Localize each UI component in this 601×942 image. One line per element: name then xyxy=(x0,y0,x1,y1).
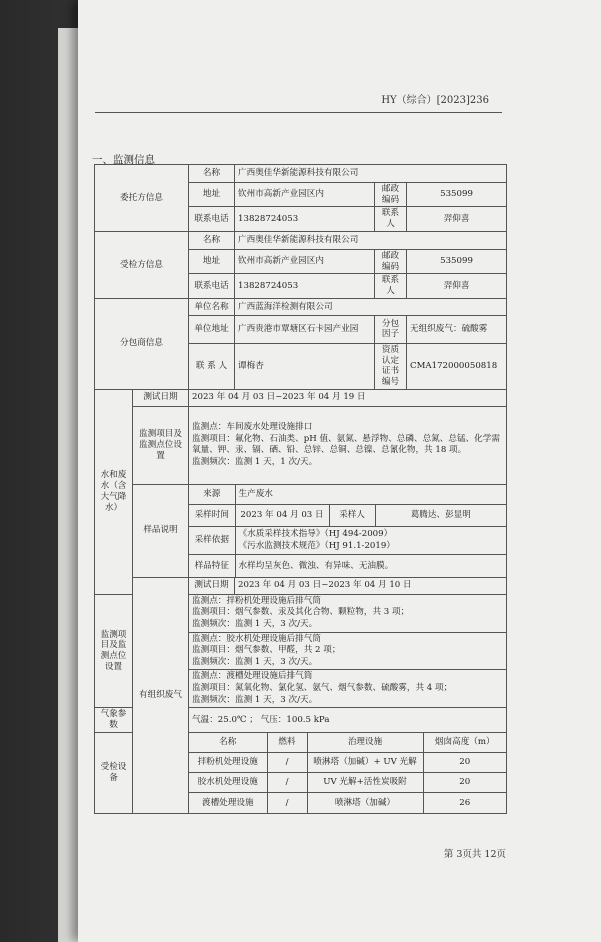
water-basis-label: 采样依据 xyxy=(189,527,235,555)
gas-group-2 xyxy=(189,632,506,670)
gas-items-cell xyxy=(189,594,507,707)
equip-height: 20 xyxy=(423,773,506,793)
inspected-contact: 羿仰喜 xyxy=(407,274,507,298)
water-point: 监测点：车间废水处理设施排口 xyxy=(192,422,313,433)
gas-group-3 xyxy=(189,670,506,707)
water-items: 监测项目：氟化物、石油类、pH 值、氨氮、悬浮物、总磷、总氮、总锰、化学需氧量、钾、汞、镉、硒、铅、总锌、总铜、总镍、总氰化物，共 18 项。 xyxy=(192,433,500,456)
water-sampler: 葛腾达、彭显明 xyxy=(375,505,506,527)
gas-items-2: 监测项目：烟气参数、甲醛，共 2 项； xyxy=(192,645,341,656)
inspected-name: 广西奥佳华新能源科技有限公司 xyxy=(235,231,507,249)
sub-cert-label: 资质认定证书编号 xyxy=(375,343,407,389)
client-address: 钦州市高新产业园区内 xyxy=(235,183,375,207)
equip-name: 胶水机处理设施 xyxy=(189,773,267,793)
water-items-cell xyxy=(189,406,507,484)
equip-treatment: UV 光解+活性炭吸附 xyxy=(307,773,423,793)
monitoring-info-table xyxy=(94,164,507,814)
equip-fuel: / xyxy=(267,773,307,793)
equip-fuel: / xyxy=(267,793,307,813)
section-title: 一、监测信息 xyxy=(92,154,155,166)
water-basis-cell xyxy=(235,527,506,555)
equip-header-name: 名称 xyxy=(189,733,267,753)
client-postcode-label: 邮政编码 xyxy=(375,183,407,207)
gas-items-3: 监测项目：氮氧化物、氯化氢、氨气、烟气参数、硫酸雾，共 4 项； xyxy=(192,682,453,693)
sub-factor: 无组织废气：硫酸雾 xyxy=(407,315,507,343)
sub-unit-addr: 广西贵港市覃塘区石卡园产业园 xyxy=(235,315,375,343)
gas-freq-2: 监测频次：监测 1 天，3 次/天。 xyxy=(192,656,318,667)
inspected-contact-label: 联系人 xyxy=(375,274,407,298)
sub-unit-name-label: 单位名称 xyxy=(189,298,235,315)
client-contact-label: 联系人 xyxy=(375,207,407,231)
sub-contact: 谭梅杏 xyxy=(235,343,375,389)
gas-items-table xyxy=(189,595,506,707)
water-date: 2023 年 04 月 03 日~2023 年 04 月 19 日 xyxy=(189,389,507,406)
gas-point-2: 监测点：胶水机处理设施后排气筒 xyxy=(192,633,321,644)
water-date-label: 测试日期 xyxy=(133,389,189,406)
water-source: 生产废水 xyxy=(235,485,506,505)
page-stack-edge xyxy=(58,28,80,942)
client-postcode: 535099 xyxy=(407,183,507,207)
client-name-label: 名称 xyxy=(189,165,235,183)
inspected-address-label: 地址 xyxy=(189,249,235,273)
client-address-label: 地址 xyxy=(189,183,235,207)
equip-header-treatment: 治理设施 xyxy=(307,733,423,753)
equip-header-height: 烟囱高度（m） xyxy=(423,733,506,753)
inspected-label: 受检方信息 xyxy=(95,231,189,298)
gas-freq-3: 监测频次：监测 1 天，3 次/天。 xyxy=(192,694,318,705)
inspected-postcode: 535099 xyxy=(407,249,507,273)
equip-header-fuel: 燃料 xyxy=(267,733,307,753)
water-items-label: 监测项目及监测点位设置 xyxy=(133,406,189,484)
sub-unit-name: 广西蓝海洋检测有限公司 xyxy=(235,298,507,315)
equip-height: 26 xyxy=(423,793,506,813)
water-basis-2: 《污水监测技术规范》（HJ 91.1-2019） xyxy=(238,540,395,551)
client-contact: 羿仰喜 xyxy=(407,207,507,231)
gas-point-3: 监测点：渡槽处理设施后排气筒 xyxy=(192,671,313,682)
gas-freq-1: 监测频次：监测 1 天，3 次/天。 xyxy=(192,619,318,629)
gas-equip-label: 受检设备 xyxy=(95,732,133,813)
client-phone-label: 联系电话 xyxy=(189,207,235,231)
inspected-name-label: 名称 xyxy=(189,231,235,249)
water-sample-table xyxy=(189,485,506,577)
water-feature-label: 样品特征 xyxy=(189,555,235,577)
water-sample-label: 样品说明 xyxy=(133,484,189,577)
gas-group-1 xyxy=(189,595,506,632)
gas-equip-cell xyxy=(189,732,507,813)
inspected-phone-label: 联系电话 xyxy=(189,274,235,298)
water-basis-1: 《水质采样技术指导》（HJ 494-2009） xyxy=(238,529,393,540)
table-row xyxy=(189,793,506,813)
gas-date: 2023 年 04 月 03 日~2023 年 04 月 10 日 xyxy=(235,577,507,594)
gas-point-1: 监测点：拌粉机处理设施后排气筒 xyxy=(192,595,321,606)
table-row xyxy=(189,753,506,773)
equip-treatment: 喷淋塔（加碱） xyxy=(307,793,423,813)
sub-contact-label: 联 系 人 xyxy=(189,343,235,389)
water-source-label: 来源 xyxy=(189,485,235,505)
water-sampler-label: 采样人 xyxy=(329,505,375,527)
client-label: 委托方信息 xyxy=(95,165,189,232)
sub-cert: CMA172000050818 xyxy=(407,343,507,389)
gas-items-label: 监测项目及监测点位设置 xyxy=(95,594,133,707)
equipment-table xyxy=(189,733,506,813)
gas-items-1: 监测项目：烟气参数、汞及其化合物、颗粒物，共 3 项； xyxy=(192,607,410,618)
gas-date-label: 测试日期 xyxy=(189,577,235,594)
client-name: 广西奥佳华新能源科技有限公司 xyxy=(235,165,507,183)
water-sample-time-label: 采样时间 xyxy=(189,505,235,527)
report-code: HY（综合）[2023]236 xyxy=(381,95,489,106)
subcontractor-label: 分包商信息 xyxy=(95,298,189,389)
inspected-phone: 13828724053 xyxy=(235,274,375,298)
sub-unit-addr-label: 单位地址 xyxy=(189,315,235,343)
equip-treatment: 喷淋塔（加碱）+ UV 光解 xyxy=(307,753,423,773)
sub-factor-label: 分包因子 xyxy=(375,315,407,343)
gas-met: 气温：25.0℃ ； 气压：100.5 kPa xyxy=(189,708,507,732)
water-feature: 水样均呈灰色、微浊、有异味、无油膜。 xyxy=(235,555,506,577)
water-sample-time: 2023 年 04 月 03 日 xyxy=(235,505,329,527)
equip-fuel: / xyxy=(267,753,307,773)
equip-height: 20 xyxy=(423,753,506,773)
equip-name: 拌粉机处理设施 xyxy=(189,753,267,773)
equip-name: 渡槽处理设施 xyxy=(189,793,267,813)
inspected-postcode-label: 邮政编码 xyxy=(375,249,407,273)
client-phone: 13828724053 xyxy=(235,207,375,231)
gas-met-label: 气象参数 xyxy=(95,708,133,732)
inspected-address: 钦州市高新产业园区内 xyxy=(235,249,375,273)
page-number: 第 3页共 12页 xyxy=(443,849,506,860)
water-sample-cell xyxy=(189,484,507,577)
table-row xyxy=(189,773,506,793)
header-rule xyxy=(95,112,502,113)
water-freq: 监测频次：监测 1 天，1 次/天。 xyxy=(192,456,318,467)
water-label: 水和废水（含大气降水） xyxy=(95,389,133,594)
gas-label: 有组织废气 xyxy=(133,577,189,813)
